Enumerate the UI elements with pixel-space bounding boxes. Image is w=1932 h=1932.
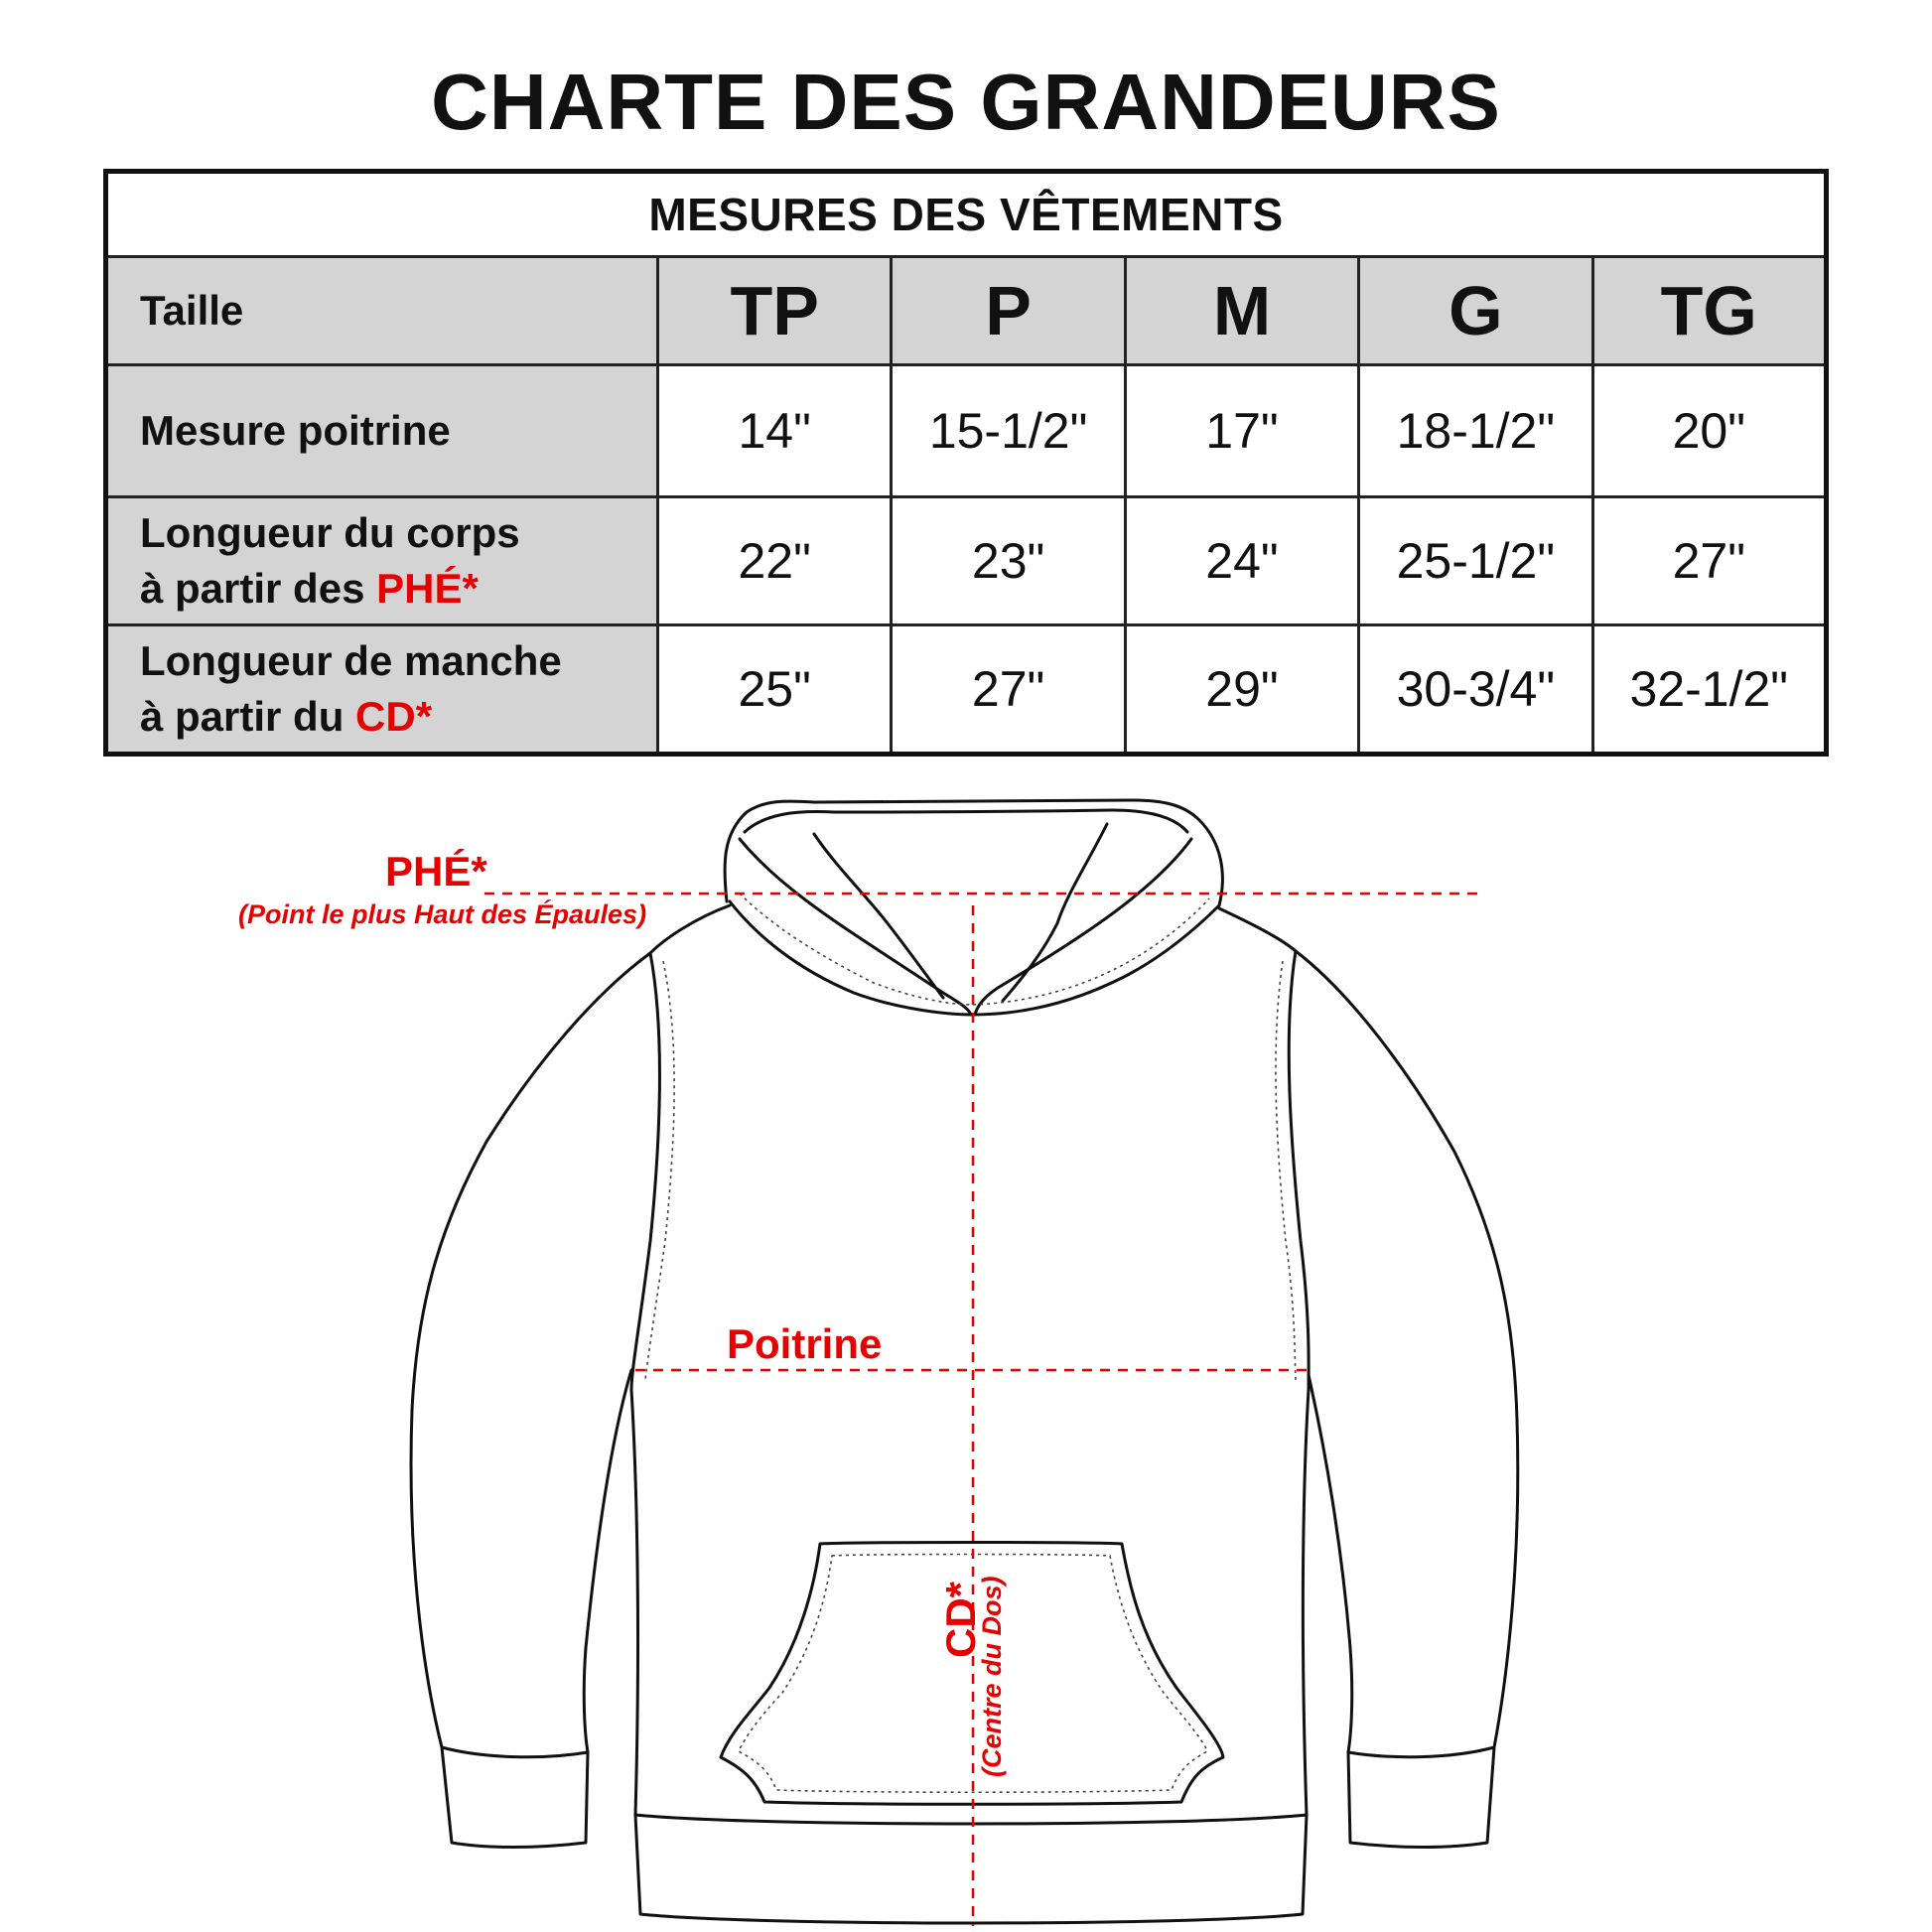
row-label-line1: Mesure poitrine: [140, 407, 451, 454]
hood-outline: [725, 800, 1222, 905]
row-label-highlight: CD*: [355, 693, 433, 740]
size-table: [103, 169, 1829, 757]
sleeve-right-outer: [1296, 951, 1518, 1747]
table-header-row: [106, 257, 1827, 365]
row-label-line2: à partir des: [140, 565, 377, 612]
row-label: [106, 497, 658, 625]
body-left-side: [631, 953, 659, 1815]
table-row: [106, 497, 1827, 625]
size-header: TG: [1592, 257, 1826, 365]
size-header: TP: [658, 257, 892, 365]
cuff-left: [442, 1747, 588, 1848]
raglan-stitch-right: [1276, 961, 1296, 1380]
row-label-line1: Longueur de manche: [140, 637, 562, 684]
size-header: P: [892, 257, 1125, 365]
table-cell: 22": [658, 497, 892, 625]
table-cell: 24": [1125, 497, 1358, 625]
row-label: [106, 365, 658, 497]
cuff-right: [1348, 1747, 1494, 1848]
table-cell: 25": [658, 625, 892, 755]
shoulder-right: [1219, 908, 1296, 951]
sleeve-left-inner: [584, 1370, 631, 1752]
hood-inner-fold-left: [814, 834, 943, 998]
table-caption: MESURES DES VÊTEMENTS: [106, 172, 1827, 257]
table-cell: 27": [1592, 497, 1826, 625]
size-header: M: [1125, 257, 1358, 365]
table-cell: 17": [1125, 365, 1358, 497]
hood-lapel-right: [975, 839, 1191, 1015]
row-label-highlight: PHÉ*: [376, 565, 479, 612]
table-row: [106, 365, 1827, 497]
table-cell: 25-1/2": [1359, 497, 1592, 625]
hoodie-diagram: [0, 774, 1932, 1932]
size-header: G: [1359, 257, 1592, 365]
waistband: [635, 1815, 1307, 1923]
table-row: [106, 625, 1827, 755]
table-cell: 14": [658, 365, 892, 497]
table-cell: 18-1/2": [1359, 365, 1592, 497]
page-title: CHARTE DES GRANDEURS: [431, 58, 1501, 146]
table-cell: 20": [1592, 365, 1826, 497]
shoulder-left: [650, 905, 730, 953]
table-cell: 30-3/4": [1359, 625, 1592, 755]
row-label-line2: à partir du: [140, 693, 356, 740]
cd-caption: (Centre du Dos): [977, 1576, 1007, 1777]
sleeve-left-outer: [411, 953, 650, 1747]
table-cell: 32-1/2": [1592, 625, 1826, 755]
table-cell: 29": [1125, 625, 1358, 755]
cd-label: CD*: [937, 1581, 984, 1658]
hood-stitch: [740, 894, 1209, 1005]
phe-label: PHÉ*: [385, 848, 487, 895]
body-right-side: [1289, 951, 1309, 1815]
neck-seam: [730, 901, 1219, 1015]
table-cell: 27": [892, 625, 1125, 755]
table-cell: 23": [892, 497, 1125, 625]
row-label: [106, 625, 658, 755]
row-label-line1: Longueur du corps: [140, 509, 520, 556]
sleeve-right-inner: [1309, 1375, 1352, 1752]
header-label: Taille: [106, 257, 658, 365]
chest-label: Poitrine: [727, 1320, 883, 1367]
phe-caption: (Point le plus Haut des Épaules): [238, 899, 647, 929]
hood-opening: [745, 810, 1187, 832]
table-cell: 15-1/2": [892, 365, 1125, 497]
